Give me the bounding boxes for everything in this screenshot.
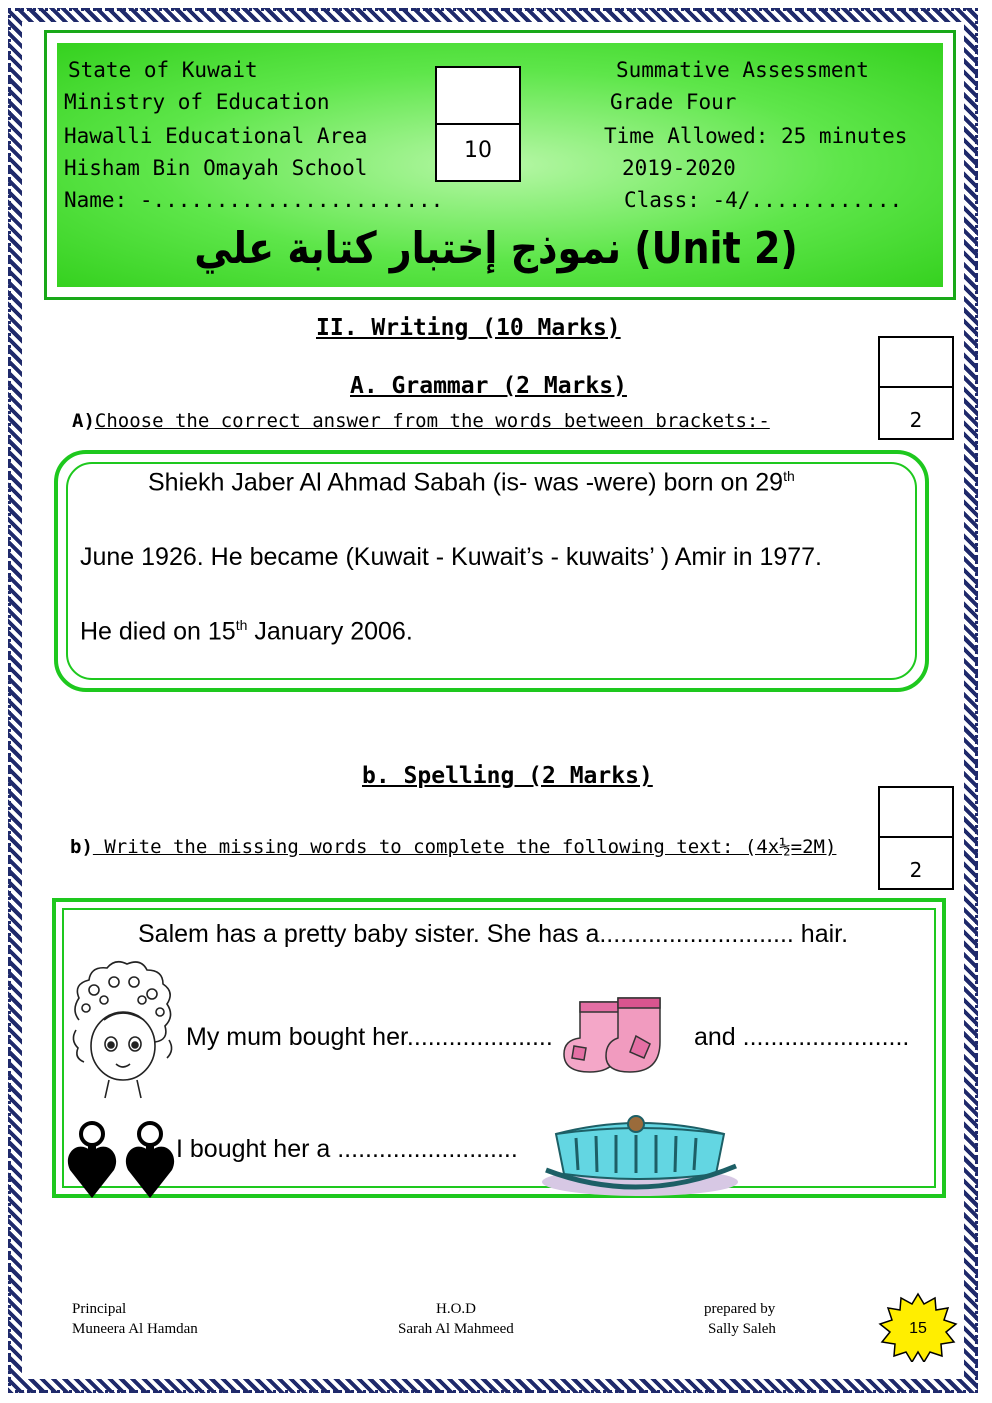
spelling-mark: 2 [909, 858, 923, 882]
earrings-icon [64, 1118, 180, 1214]
footer-principal-role: Principal [72, 1301, 127, 1317]
grammar-title: A. Grammar (2 Marks) [350, 373, 627, 399]
spelling-instruction [70, 836, 836, 858]
arabic-title: نموذج إختبار كتابة علي (Unit 2) [194, 222, 798, 274]
grammar-instruction-text: Choose the correct answer from the words between brackets:- [94, 410, 770, 432]
cradle-icon [536, 1100, 744, 1200]
spelling-line-2b: and ........................ [694, 1023, 910, 1051]
header-class-field: Class: -4/............ [624, 188, 903, 212]
header-assessment: Summative Assessment [616, 58, 869, 82]
footer-prepared-role: prepared by [704, 1301, 776, 1317]
spelling-mark-box [878, 786, 954, 890]
spelling-line-2a: My mum bought her..................... [186, 1023, 553, 1051]
grammar-instruction [72, 410, 770, 432]
header-ministry: Ministry of Education [64, 90, 330, 114]
page-number: 15 [909, 1320, 927, 1337]
grammar-mark: 2 [909, 408, 923, 432]
footer-hod-name: Sarah Al Mahmeed [398, 1321, 514, 1337]
spelling-instruction-text: Write the missing words to complete the following text: (4x½=2M) [92, 836, 837, 858]
header-area: Hawalli Educational Area [64, 124, 368, 148]
grammar-line-3: He died on 15th January 2006. [80, 617, 413, 646]
curly-hair-girl-icon [64, 960, 182, 1100]
grammar-mark-box [878, 336, 954, 440]
header-year: 2019-2020 [622, 156, 736, 180]
header-state: State of Kuwait [68, 58, 258, 82]
footer-hod-role: H.O.D [436, 1301, 476, 1317]
grammar-instruction-label: A) [72, 410, 95, 432]
header-time: Time Allowed: 25 minutes [604, 124, 908, 148]
spelling-instruction-label: b) [70, 836, 93, 858]
total-score: 10 [464, 138, 492, 163]
grammar-line-1: Shiekh Jaber Al Ahmad Sabah (is- was -were) born on 29th [148, 468, 795, 497]
spelling-title: b. Spelling (2 Marks) [362, 763, 653, 789]
header-school: Hisham Bin Omayah School [64, 156, 368, 180]
spelling-line-1: Salem has a pretty baby sister. She has a............................ hair. [138, 920, 849, 948]
spelling-line-3: I bought her a .......................... [176, 1135, 518, 1163]
page-number-badge [878, 1292, 958, 1362]
footer-principal-name: Muneera Al Hamdan [72, 1321, 198, 1337]
footer-prepared-name: Sally Saleh [708, 1321, 776, 1337]
section-title: II. Writing (10 Marks) [316, 315, 621, 341]
header-name-field: Name: -....................... [64, 188, 444, 212]
grammar-line-2: June 1926. He became (Kuwait - Kuwait’s - kuwaits’ ) Amir in 1977. [80, 543, 823, 571]
pink-socks-icon [560, 990, 690, 1090]
total-score-box [435, 66, 521, 182]
header-grade: Grade Four [610, 90, 737, 114]
